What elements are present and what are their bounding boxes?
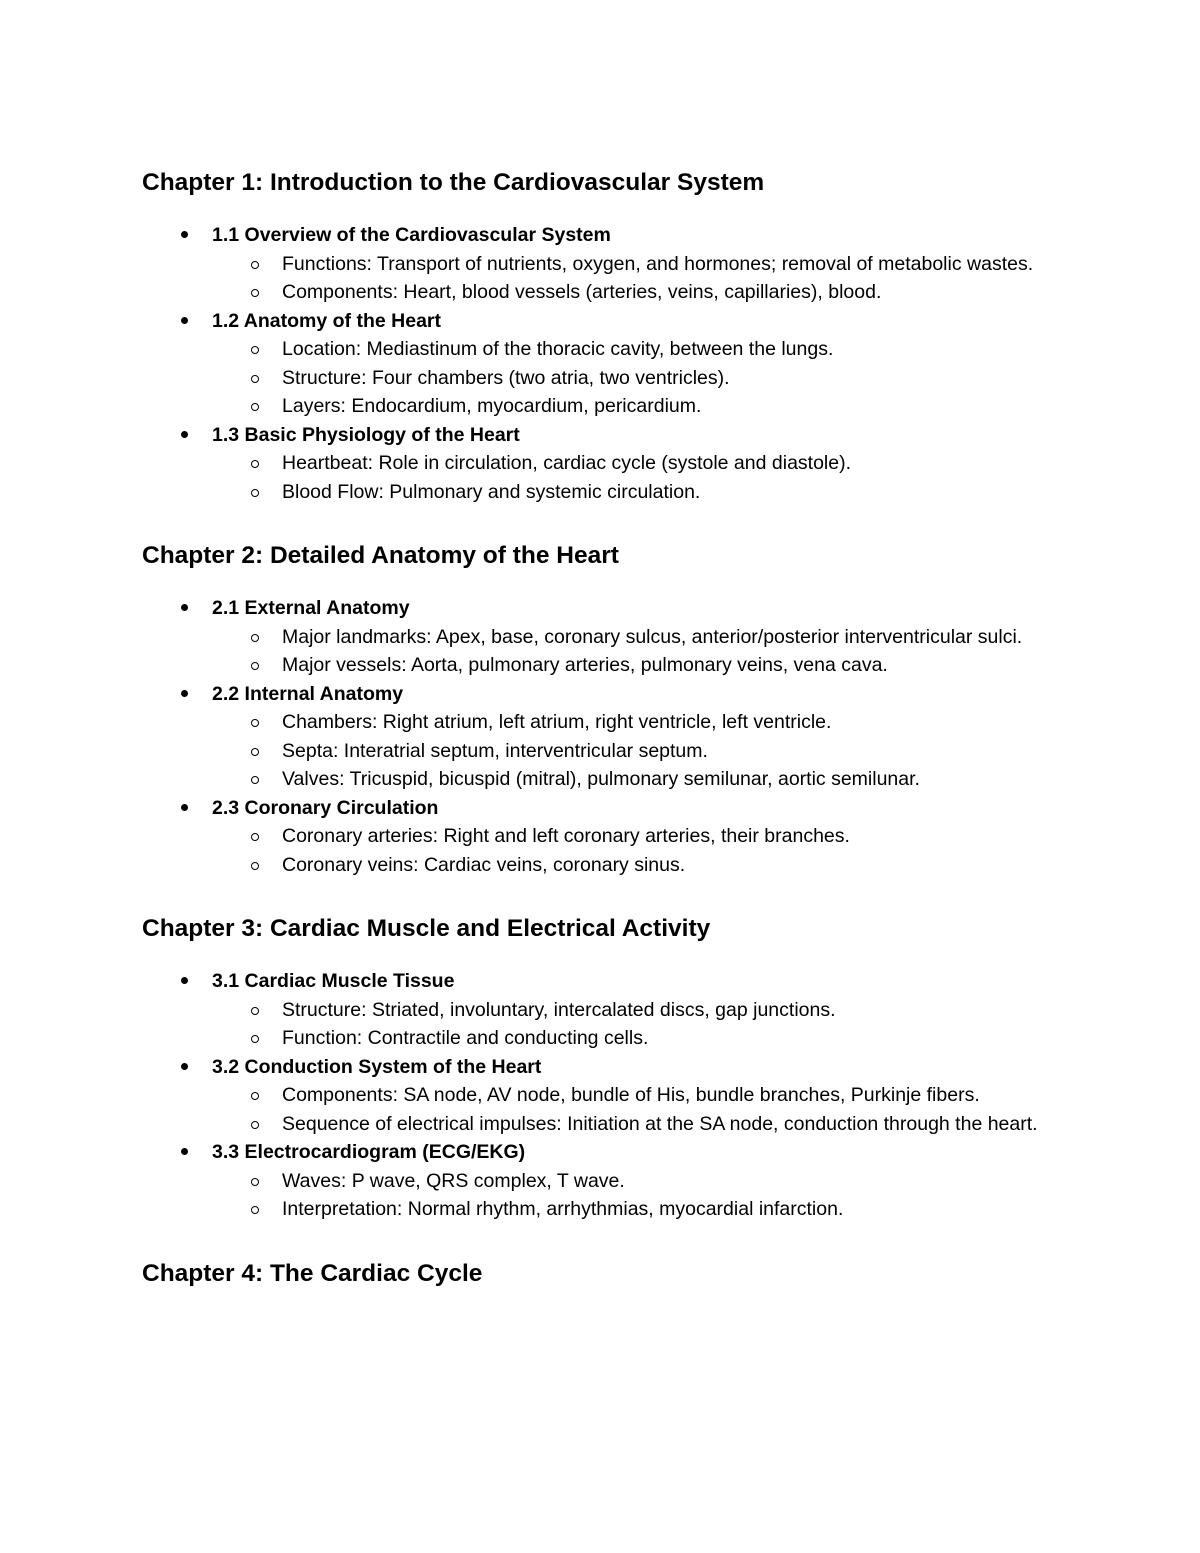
section-heading: [212, 421, 1072, 450]
section-title-text: 1.2 Anatomy of the Heart: [212, 309, 441, 332]
bullet-circle-icon: [251, 289, 259, 297]
list-item-text: Septa: Interatrial septum, interventricular septum.: [282, 739, 708, 762]
list-item: [282, 364, 1072, 393]
section-heading: [212, 221, 1072, 250]
list-item-text: Major vessels: Aorta, pulmonary arteries, pulmonary veins, vena cava.: [282, 654, 888, 676]
bullet-disc-icon: [181, 231, 188, 238]
section-title-text: 2.3 Coronary Circulation: [212, 796, 439, 819]
section-title-text: 2.2 Internal Anatomy: [212, 682, 404, 705]
chapter-1: [142, 165, 1072, 506]
list-item: [282, 765, 1072, 794]
bullet-circle-icon: [251, 776, 259, 784]
bullet-disc-icon: [181, 431, 188, 438]
bullet-circle-icon: [251, 375, 259, 383]
list-item-text: Valves: Tricuspid, bicuspid (mitral), pulmonary semilunar, aortic semilunar.: [282, 768, 920, 790]
list-item-text: Location: Mediastinum of the thoracic cavity, between the lungs.: [282, 338, 834, 360]
list-item-text: Layers: Endocardium, myocardium, pericardium.: [282, 395, 702, 417]
bullet-circle-icon: [251, 346, 259, 354]
list-item-text: Interpretation: Normal rhythm, arrhythmias, myocardial infarction.: [282, 1198, 844, 1220]
list-item: [282, 737, 1072, 766]
bullet-disc-icon: [181, 604, 188, 611]
section-title-text: 1.3 Basic Physiology of the Heart: [212, 423, 520, 446]
list-item-text: Blood Flow: Pulmonary and systemic circulation.: [282, 480, 701, 503]
bullet-disc-icon: [181, 1148, 188, 1155]
list-item-text: Waves: P wave, QRS complex, T wave.: [282, 1169, 625, 1192]
list-item-text: Components: SA node, AV node, bundle of His, bundle branches, Purkinje fibers.: [282, 1084, 980, 1106]
bullet-circle-icon: [251, 1092, 259, 1100]
bullet-disc-icon: [181, 690, 188, 697]
list-item: [282, 996, 1072, 1025]
section-heading: [212, 307, 1072, 336]
chapter-heading: Chapter 3: Cardiac Muscle and Electrical Activity: [142, 915, 711, 942]
list-item-text: Functions: Transport of nutrients, oxygen, and hormones; removal of metabolic wastes.: [282, 252, 1034, 275]
list-item-text: Coronary veins: Cardiac veins, coronary sinus.: [282, 853, 686, 876]
list-item: [282, 278, 1072, 307]
section-title-text: 3.1 Cardiac Muscle Tissue: [212, 970, 455, 992]
bullet-circle-icon: [251, 1007, 259, 1015]
list-item-text: Components: Heart, blood vessels (arteries, veins, capillaries), blood.: [282, 281, 882, 303]
section-heading: [212, 1053, 1072, 1082]
chapter-heading: Chapter 1: Introduction to the Cardiovascular System: [142, 169, 765, 196]
section-heading: [212, 1138, 1072, 1167]
bullet-disc-icon: [181, 1063, 188, 1070]
list-item: [282, 250, 1072, 279]
bullet-circle-icon: [251, 261, 259, 269]
section-title-text: 3.3 Electrocardiogram (ECG/EKG): [212, 1141, 526, 1163]
chapter-heading: Chapter 2: Detailed Anatomy of the Heart: [142, 542, 619, 569]
bullet-circle-icon: [251, 1178, 259, 1186]
bullet-circle-icon: [251, 634, 259, 642]
bullet-disc-icon: [181, 804, 188, 811]
chapter-2: [142, 538, 1072, 879]
section-title-text: 3.2 Conduction System of the Heart: [212, 1055, 542, 1078]
list-item-text: Function: Contractile and conducting cells.: [282, 1027, 649, 1049]
bullet-circle-icon: [251, 662, 259, 670]
list-item-text: Major landmarks: Apex, base, coronary sulcus, anterior/posterior interventricular sulci.: [282, 625, 1023, 648]
list-item: [282, 1167, 1072, 1196]
bullet-circle-icon: [251, 460, 259, 468]
list-item: [282, 478, 1072, 507]
bullet-circle-icon: [251, 403, 259, 411]
bullet-circle-icon: [251, 1206, 259, 1214]
bullet-circle-icon: [251, 1035, 259, 1043]
bullet-disc-icon: [181, 317, 188, 324]
list-item: [282, 392, 1072, 421]
chapter-heading: Chapter 4: The Cardiac Cycle: [142, 1259, 483, 1287]
bullet-disc-icon: [181, 977, 188, 984]
chapter-3: [142, 911, 1072, 1224]
chapter-4: [142, 1256, 1072, 1292]
list-item: [282, 1081, 1072, 1110]
section-title-text: 1.1 Overview of the Cardiovascular System: [212, 224, 611, 246]
list-item-text: Heartbeat: Role in circulation, cardiac cycle (systole and diastole).: [282, 452, 852, 474]
bullet-circle-icon: [251, 862, 259, 870]
bullet-circle-icon: [251, 1121, 259, 1129]
section-heading: [212, 680, 1072, 709]
section-heading: [212, 967, 1072, 996]
list-item-text: Structure: Striated, involuntary, intercalated discs, gap junctions.: [282, 998, 836, 1021]
list-item-text: Coronary arteries: Right and left coronary arteries, their branches.: [282, 825, 850, 847]
section-title-text: 2.1 External Anatomy: [212, 597, 410, 619]
document-content: [142, 165, 1072, 1324]
list-item: [282, 623, 1072, 652]
bullet-circle-icon: [251, 833, 259, 841]
list-item: [282, 822, 1072, 851]
bullet-circle-icon: [251, 719, 259, 727]
bullet-circle-icon: [251, 489, 259, 497]
list-item: [282, 651, 1072, 680]
list-item-text: Structure: Four chambers (two atria, two ventricles).: [282, 366, 730, 389]
list-item: [282, 708, 1072, 737]
bullet-circle-icon: [251, 748, 259, 756]
list-item: [282, 449, 1072, 478]
list-item: [282, 1195, 1072, 1224]
list-item: [282, 1024, 1072, 1053]
section-heading: [212, 594, 1072, 623]
list-item: [282, 1110, 1072, 1139]
list-item: [282, 851, 1072, 880]
list-item-text: Chambers: Right atrium, left atrium, right ventricle, left ventricle.: [282, 711, 832, 733]
list-item: [282, 335, 1072, 364]
list-item-text: Sequence of electrical impulses: Initiation at the SA node, conduction through the heart.: [282, 1112, 1038, 1135]
section-heading: [212, 794, 1072, 823]
